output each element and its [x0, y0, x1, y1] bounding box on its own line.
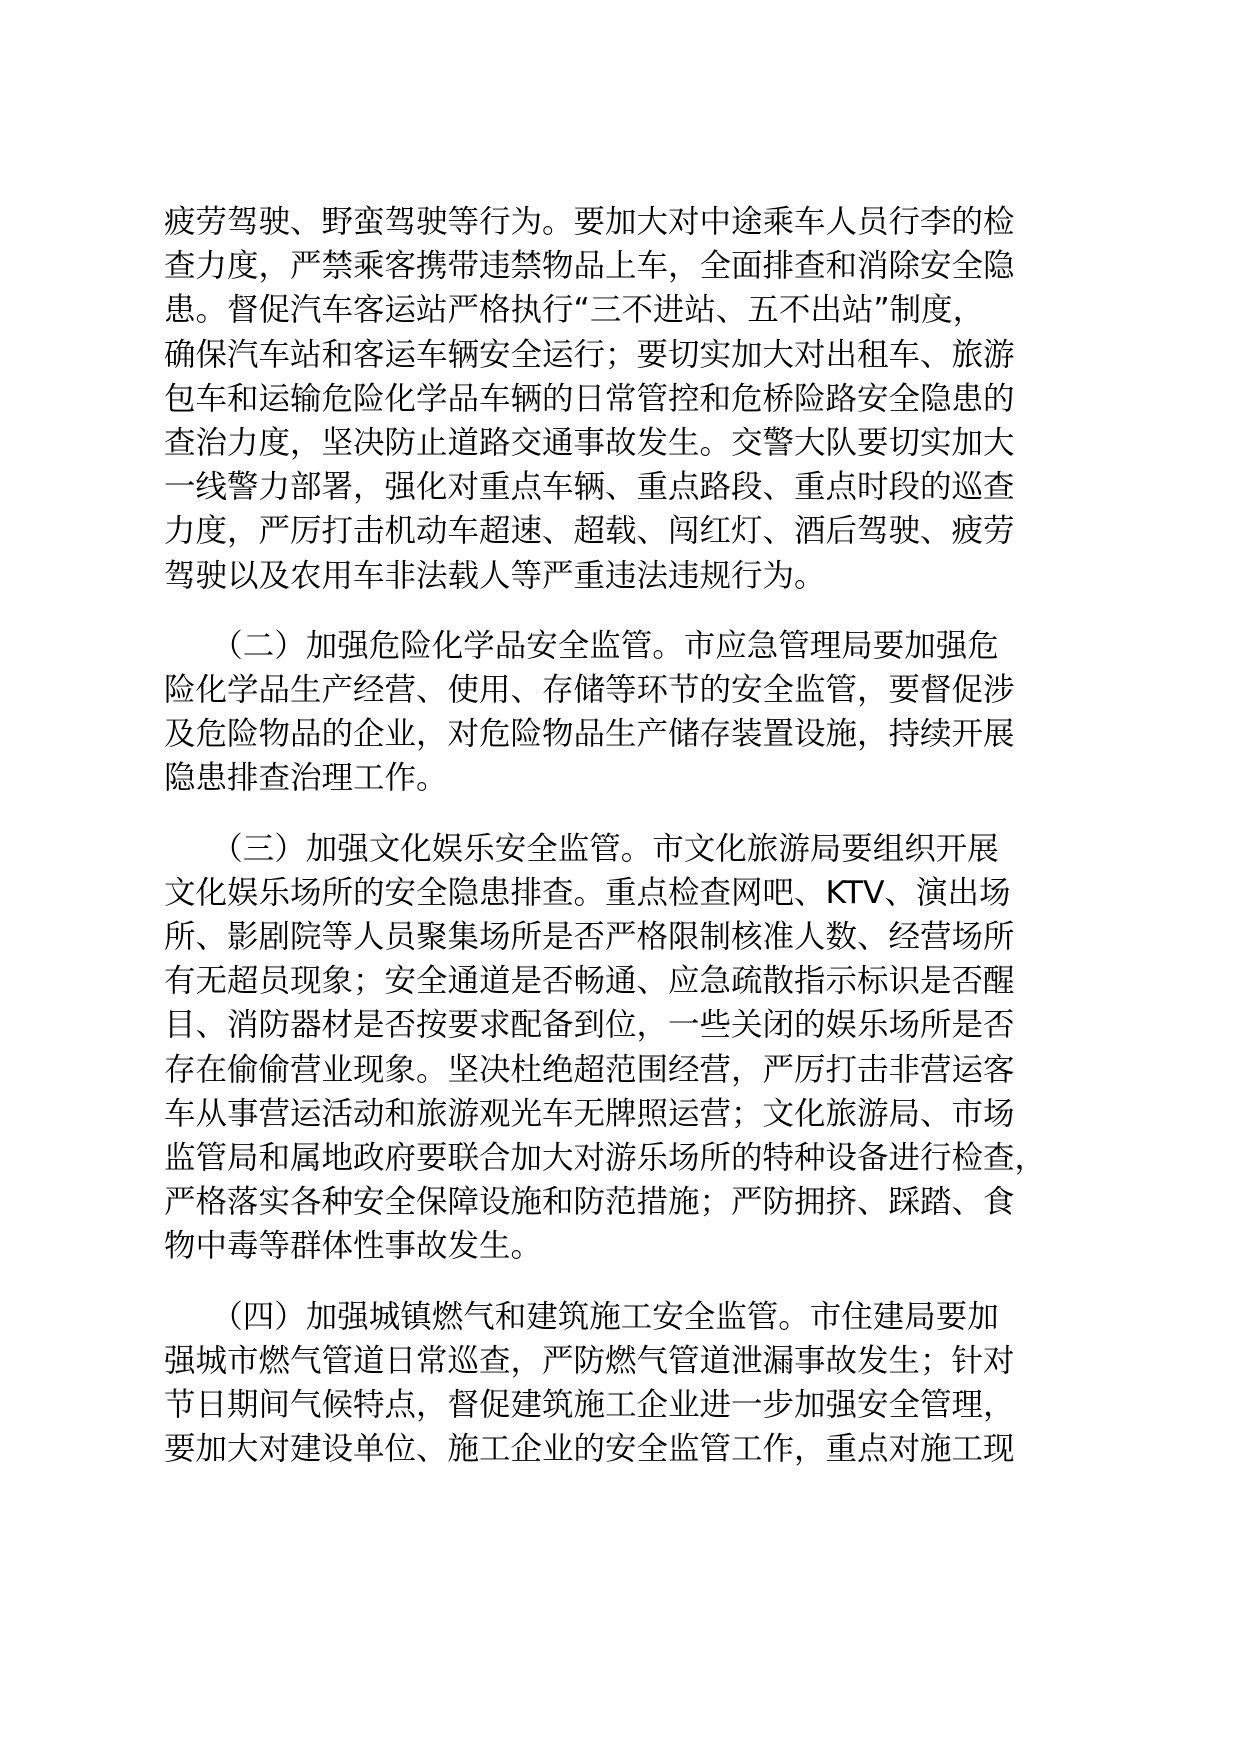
- text-line: 节日期间气候特点，督促建筑施工企业进一步加强安全管理，: [164, 1387, 1015, 1424]
- text-line: 查力度，严禁乘客携带违禁物品上车，全面排查和消除安全隐: [164, 248, 1015, 285]
- text-line: 监管局和属地政府要联合加大对游乐场所的特种设备进行检查，: [164, 1140, 1047, 1177]
- text-line: 要加大对建设单位、施工企业的安全监管工作，重点对施工现: [164, 1431, 1015, 1468]
- text-line: 及危险物品的企业，对危险物品生产储存装置设施，持续开展: [164, 716, 1015, 753]
- paragraph-cultural-entertainment: [164, 827, 1104, 1269]
- text-line: 车从事营运活动和旅游观光车无牌照运营；文化旅游局、市场: [164, 1095, 1015, 1132]
- text-line: 有无超员现象；安全通道是否畅通、应急疏散指示标识是否醒: [164, 963, 1015, 1000]
- text-line: （四）加强城镇燃气和建筑施工安全监管。市住建局要加: [164, 1298, 999, 1335]
- text-line: （二）加强危险化学品安全监管。市应急管理局要加强危: [164, 627, 999, 664]
- text-line: 查治力度，坚决防止道路交通事故发生。交警大队要切实加大: [164, 425, 1015, 462]
- text-line: 一线警力部署，强化对重点车辆、重点路段、重点时段的巡查: [164, 469, 1015, 506]
- text-line: 目、消防器材是否按要求配备到位，一些关闭的娱乐场所是否: [164, 1007, 1015, 1044]
- text-line: 险化学品生产经营、使用、存储等环节的安全监管，要督促涉: [164, 672, 1015, 709]
- paragraph-road-traffic: [164, 200, 1104, 598]
- text-line: 所、影剧院等人员聚集场所是否严格限制核准人数、经营场所: [164, 919, 1015, 956]
- paragraph-gas-construction: [164, 1295, 1104, 1472]
- text-line: 疲劳驾驶、野蛮驾驶等行为。要加大对中途乘车人员行李的检: [164, 204, 1015, 240]
- text-line: 驾驶以及农用车非法载人等严重违法违规行为。: [164, 557, 826, 594]
- text-line: 隐患排查治理工作。: [164, 760, 448, 797]
- text-line: 强城市燃气管道日常巡查，严防燃气管道泄漏事故发生；针对: [164, 1342, 1015, 1379]
- text-line: 严格落实各种安全保障设施和防范措施；严防拥挤、踩踏、食: [164, 1184, 1015, 1221]
- text-line: 文化娱乐场所的安全隐患排查。重点检查网吧、KTV、演出场: [164, 874, 1011, 911]
- text-line: （三）加强文化娱乐安全监管。市文化旅游局要组织开展: [164, 830, 999, 867]
- paragraph-hazardous-chemicals: [164, 624, 1104, 801]
- text-line: 存在偷偷营业现象。坚决杜绝超范围经营，严厉打击非营运客: [164, 1051, 1015, 1088]
- text-line: 包车和运输危险化学品车辆的日常管控和危桥险路安全隐患的: [164, 380, 1015, 417]
- document-body: [164, 200, 1104, 1497]
- text-line: 确保汽车站和客运车辆安全运行；要切实加大对出租车、旅游: [164, 336, 1015, 373]
- text-line: 力度，严厉打击机动车超速、超载、闯红灯、酒后驾驶、疲劳: [164, 513, 1015, 550]
- text-line: 物中毒等群体性事故发生。: [164, 1228, 543, 1265]
- text-line: 患。督促汽车客运站严格执行“三不进站、五不出站”制度，: [164, 292, 985, 329]
